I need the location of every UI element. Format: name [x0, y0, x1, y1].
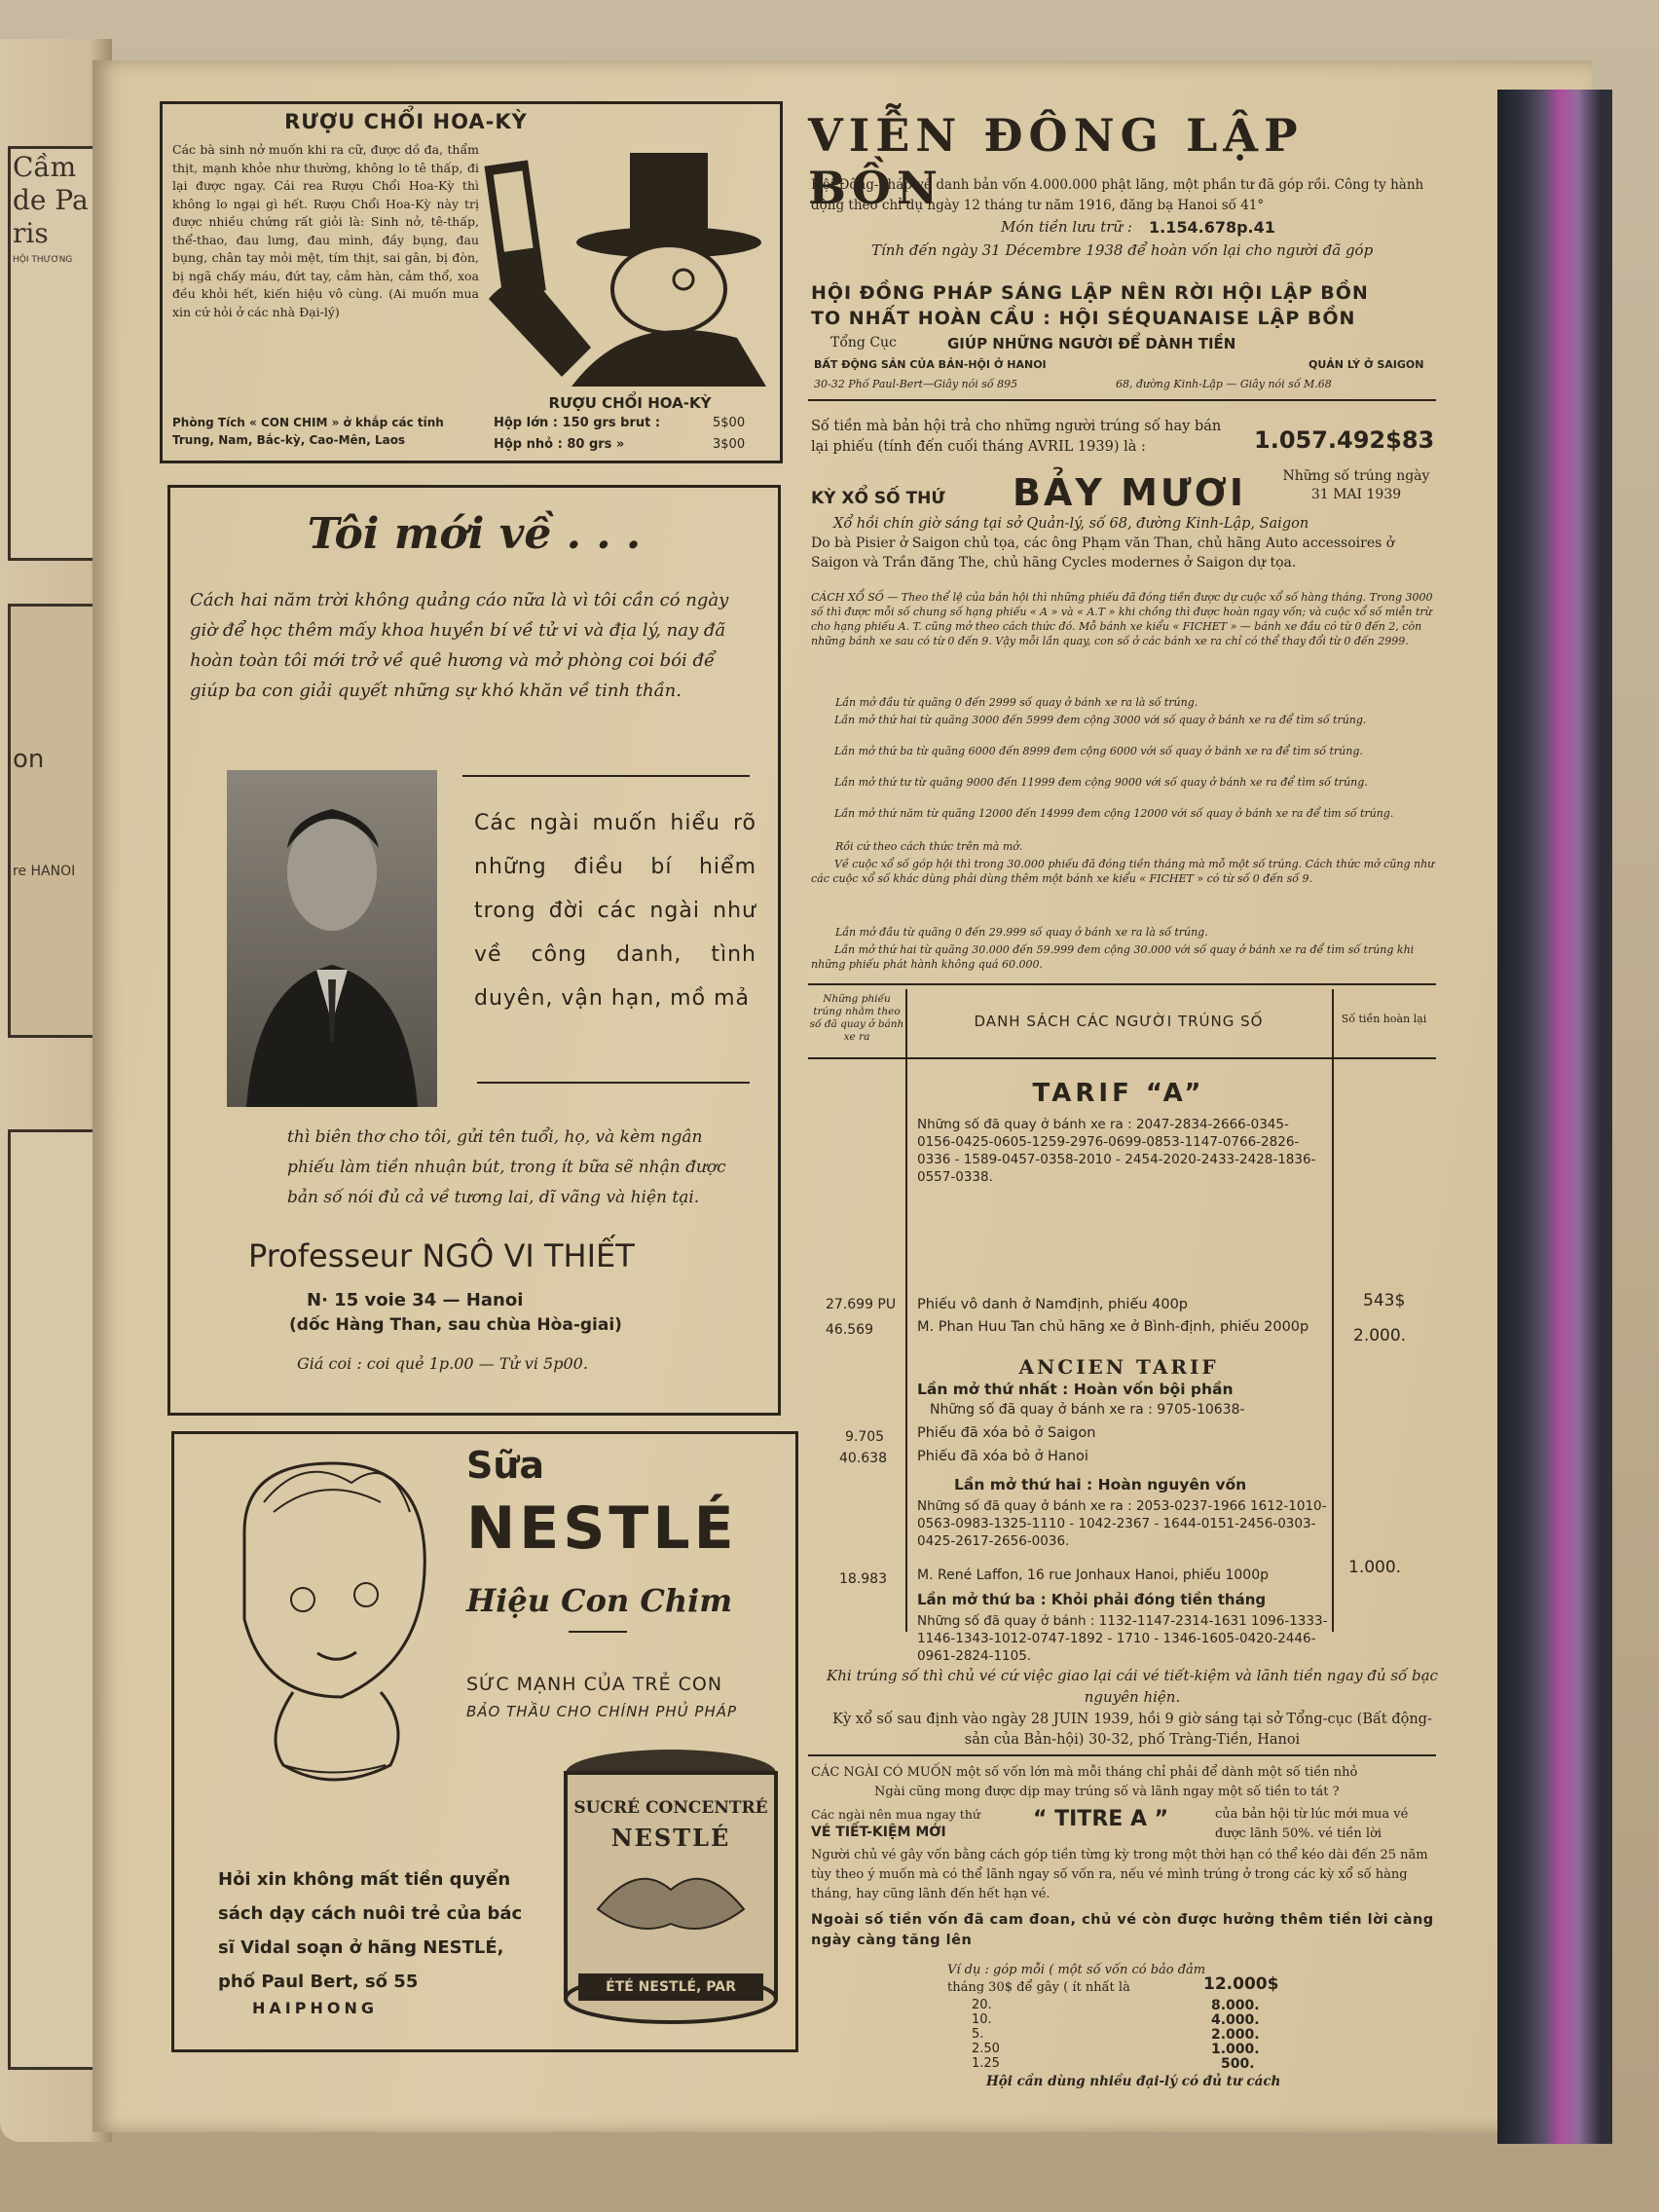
draw-rule-5: Lần mở thứ năm từ quãng 12000 đến 14999 đem cộng 12000 với số quay ở bánh xe ra để tìm số trúng. [834, 807, 1394, 820]
winner-ticket: 18.983 [839, 1571, 887, 1587]
can-label-1: SUCRÉ CONCENTRÉ [573, 1798, 768, 1818]
fortune-teller-ad [167, 485, 781, 1416]
ruou-ad [160, 101, 783, 463]
winner-ticket: 9.705 [845, 1429, 885, 1445]
child-drawing-illustration [186, 1444, 478, 1853]
payout-text: Số tiền mà bản hội trả cho những người trúng số hay bán lại phiếu (tính đến cuối tháng AVRIL 1939) là : [811, 419, 1222, 455]
fortune-bottom-text: thì biên thơ cho tôi, gửi tên tuổi, họ, và kèm ngân phiếu làm tiền nhuận bút, trong ít bữa sẽ nhận được bản số nói đủ cả về tương lai, dĩ vãng và hiện tại. [287, 1127, 726, 1207]
winner-amount: 1.000. [1348, 1558, 1402, 1577]
savings-slogan: GIÚP NHỮNG NGƯỜI ĐỂ DÀNH TIỀN [947, 335, 1236, 352]
example-monthly: tháng 30$ để gây ( ít nhất là [947, 1980, 1130, 1995]
example-row [972, 2012, 1264, 2027]
divider [569, 1631, 627, 1633]
ruou-footer: Phòng Tích « CON CHIM » ở khắp các tỉnh Trung, Nam, Bắc-kỳ, Cao-Mên, Laos [172, 416, 444, 447]
divider [808, 983, 1436, 985]
winner-name: Phiếu đã xóa bỏ ở Hanoi [917, 1449, 1088, 1464]
right-column [796, 97, 1439, 2089]
left-ad-word: on [13, 745, 45, 774]
sequanaise-line1: HỘI ĐỒNG PHÁP SÁNG LẬP NÊN RỜI HỘI LẬP BỒN [811, 282, 1369, 304]
savings-explanation: Người chủ vé gây vốn bằng cách góp tiền từng kỳ trong một thời hạn có thể kéo dài đến 25 năm tùy theo ý muốn mà có thể lãnh ngay số vốn ra, nếu vé mình trúng ở trong các kỳ xổ số hàng tháng, hay cũng lãnh đến hết hạn vé. [811, 1848, 1428, 1901]
extra-interest: Ngoài số tiền vốn đã cam đoan, chủ vé còn được hưởng thêm tiền lời càng ngày càng tăng lên [811, 1912, 1434, 1948]
draw-round-2-numbers: Những số đã quay ở bánh xe ra : 2053-0237-1966 1612-1010-0563-0983-1325-1110 - 1042-2367 - 1644-0151-2456-0303-0425-2617-2656-0036. [917, 1498, 1327, 1549]
example-row [972, 2027, 1264, 2042]
buy-prompt: Các ngài nên mua ngay thứ [811, 1807, 980, 1822]
draw-round-1: Lần mở thứ nhất : Hoàn vốn bội phần [917, 1381, 1234, 1398]
sequanaise-line2: TO NHẤT HOÀN CẦU : HỘI SÉQUANAISE LẬP BỒN [811, 308, 1356, 329]
example-capital: 2.000. [1211, 2027, 1260, 2043]
tarif-a-heading: TARIF “A” [1032, 1079, 1205, 1108]
draw-round-3: Lần mở thứ ba : Khỏi phải đóng tiền tháng [917, 1591, 1267, 1608]
fortune-intro: Cách hai năm trời không quảng cáo nữa là vì tôi cần có ngày giờ để học thêm mấy khoa huyền bí về tử vi và địa lý, nay đã hoàn toàn tôi mới trở về quê hương và mở phòng coi bói để giúp ba con giải quyết những sự khó khăn về tinh thần. [190, 590, 729, 701]
col-header-winners: DANH SÁCH CÁC NGƯỜI TRÚNG SỐ [974, 1013, 1264, 1030]
saigon-address: 68, đường Kinh-Lập — Giây nói số M.68 [1116, 378, 1332, 390]
winner-name: Phiếu vô danh ở Namđịnh, phiếu 400p [917, 1297, 1189, 1312]
can-label-2: NESTLÉ [610, 1824, 731, 1852]
draw-rule-4: Lần mở thứ tư từ quãng 9000 đến 11999 đem cộng 9000 với số quay ở bánh xe ra để tìm số trúng. [834, 776, 1368, 789]
nestle-strength: SỨC MẠNH CỦA TRẺ CON [466, 1674, 723, 1695]
example-table [972, 1998, 1264, 2071]
savings-pitch-2: Ngài cũng mong được dịp may trúng số và lãnh ngay một số tiền to tát ? [874, 1785, 1340, 1799]
draw-round-3-numbers: Những số đã quay ở bánh : 1132-1147-2314-1631 1096-1333-1146-1343-1012-0747-1892 - 1710 - 1346-1605-0420-2446-0961-2824-1105. [917, 1613, 1328, 1664]
winners-table [808, 989, 1436, 1710]
reserve-date-note: Tính đến ngày 31 Décembre 1938 để hoàn vốn lại cho người đã góp [871, 241, 1374, 259]
example-capital: 4.000. [1211, 2012, 1260, 2028]
left-ad-fragment-3 [8, 1129, 104, 2070]
claim-instructions: Khi trúng số thì chủ vé cứ việc giao lại cái vé tiết-kiệm và lãnh tiền ngay đủ số bạc nguyên hiện. [827, 1667, 1438, 1706]
ruou-subtitle: RƯỢU CHỔI HOA-KỲ [548, 394, 712, 412]
left-ad-text: HỘI THƯƠNG [13, 255, 73, 265]
example-capital: 8.000. [1211, 1998, 1260, 2013]
book-binding [1497, 90, 1612, 2144]
hanoi-office-label: BẤT ĐỘNG SẢN CỦA BẢN-HỘI Ở HANOI [814, 358, 1047, 371]
draw-rule-7: Về cuộc xổ số góp hội thì trong 30.000 phiếu đã đóng tiền tháng mà mỗ một số trúng. Cách thức mở cũng như các cuộc xổ số khác dùng phải dùng thêm một bánh xe kiểu « FICHET » có từ số 0 đến số 9. [811, 858, 1435, 885]
divider [477, 1082, 750, 1084]
winner-name: M. René Laffon, 16 rue Jonhaux Hanoi, phiếu 1000p [917, 1567, 1270, 1583]
titre-a: “ TITRE A ” [1033, 1807, 1169, 1831]
professor-portrait-photo [227, 770, 437, 1107]
nestle-city: HAIPHONG [252, 1999, 378, 2017]
vien-dong-capital: Hội Đông-Pháp về danh bản vốn 4.000.000 phật lăng, một phần tư đã góp rồi. Công ty hành động theo chỉ dụ ngày 12 tháng tư năm 1916, đăng bạ Hanoi số 41° [811, 177, 1424, 213]
example-row [972, 1998, 1264, 2012]
nestle-sua: Sữa [466, 1444, 545, 1487]
professor-address: N· 15 voie 34 — Hanoi [307, 1290, 524, 1310]
divider [808, 1754, 1436, 1756]
divider [462, 775, 750, 777]
savings-pitch: CÁC NGÀI CÓ MUỐN một số vốn lớn mà mỗi tháng chỉ phải để dành một số tiền nhỏ [811, 1765, 1358, 1780]
example-capital: 500. [1221, 2056, 1255, 2072]
fortune-price: Giá coi : coi quẻ 1p.00 — Tử vi 5p00. [297, 1354, 588, 1373]
example-contribution: 5. [972, 2027, 984, 2042]
professor-name: Professeur NGÔ VI THIẾT [248, 1237, 635, 1274]
example-contribution: 10. [972, 2012, 992, 2027]
interest-note: của bản hội từ lúc mới mua vé được lãnh 50%. vé tiền lời [1215, 1807, 1409, 1841]
example-row [972, 2042, 1264, 2056]
ruou-title: RƯỢU CHỔI HOA-KỲ [284, 110, 528, 133]
column-divider [1332, 989, 1334, 1632]
example-contribution: 20. [972, 1998, 992, 2012]
col-header-amount: Số tiền hoàn lại [1341, 1013, 1427, 1025]
winner-ticket: 27.699 PU [826, 1297, 897, 1312]
draw-rule-2: Lần mở thứ hai từ quãng 3000 đến 5999 đem cộng 3000 với số quay ở bánh xe ra để tìm số trúng. [834, 714, 1367, 726]
reserve-label: Món tiền lưu trữ : [1001, 218, 1132, 236]
nestle-guarantee: BẢO THẦU CHO CHÍNH PHỦ PHÁP [466, 1703, 738, 1720]
winner-name: M. Phan Huu Tan chủ hãng xe ở Bình-định, phiếu 2000p [917, 1319, 1309, 1335]
col-header-tickets: Những phiếu trúng nhằm theo số đã quay ở bánh xe ra [809, 993, 904, 1043]
draw-round-2: Lần mở thứ hai : Hoàn nguyên vốn [954, 1476, 1247, 1493]
left-ad-title: Cầm de Paris [13, 151, 89, 249]
tarif-a-numbers: Những số đã quay ở bánh xe ra : 2047-2834-2666-0345-0156-0425-0605-1259-2976-0699-0853-1147-0766-2826-0336 - 1589-0457-0358-2010 - 2454-2020-2433-2428-1836-0557-0338. [917, 1117, 1316, 1185]
left-ad-city: re HANOI [13, 864, 76, 879]
example-first-amount: 12.000$ [1203, 1974, 1279, 1994]
draw-label: KỲ XỔ SỐ THỨ [811, 489, 945, 508]
divider [808, 399, 1436, 401]
winner-name: Phiếu đã xóa bỏ ở Saigon [917, 1425, 1096, 1441]
draw-rule-9: Lần mở thứ hai từ quãng 30.000 đến 59.999 đem cộng 30.000 với số quay ở bánh xe ra để tìm số trúng khi những phiếu phát hành không quá 60.000. [811, 943, 1415, 971]
vien-dong-title: VIỄN ĐÔNG LẬP BỒN [808, 109, 1304, 214]
nestle-hieu: Hiệu Con Chim [466, 1582, 733, 1619]
winner-amount: 543$ [1363, 1291, 1406, 1310]
example-label: Ví dụ : góp mỗi ( một số vốn có bảo đảm [947, 1963, 1206, 1977]
ruou-price1-label: Hộp lớn : 150 grs brut : [494, 416, 661, 430]
draw-date: Những số trúng ngày 31 MAI 1939 [1282, 468, 1430, 502]
nestle-ad [171, 1431, 798, 2052]
professor-address2: (dốc Hàng Than, sau chùa Hòa-giai) [289, 1315, 622, 1335]
left-ad-fragment-1 [8, 146, 104, 561]
ruou-price2: 3$00 [713, 437, 746, 452]
example-contribution: 2.50 [972, 2042, 1000, 2056]
top-hat-man-illustration [484, 143, 776, 387]
example-capital: 1.000. [1211, 2042, 1260, 2057]
ruou-body: Các bà sinh nở muốn khi ra cữ, được dồ đa, thẩm thịt, mạnh khỏe như thường, không lo tê thấp, đi lại được ngay. Cái rea Rượu Chổi Hoa-Kỳ thì không lo ngại gì hết. Rượu Chổi Hoa-Kỳ này trị được nhiều chứng rất giỏi là: Sinh nở, tê-thấp, thể-thao, đau lưng, đau mình, đầy bụng, đau bụng, chân tay mỏi mệt, tím thịt, sai gân, bị đòn, bị ngã chấy máu, đứt tay, cảm hàn, cảm thổ, xoa đều khỏi hết, kiến hiệu vô cùng. (Ai muốn mua xin cứ hỏi ở các nhà Đại-lý) [172, 142, 479, 319]
draw-method: CÁCH XỔ SỐ — Theo thể lệ của bản hội thì những phiếu đã đóng tiền được dự cuộc xổ số hàng tháng. Trong 3000 số thì được mỗi số chung số hạng phiếu « A » và « A.T » khi chồng thì được hoàn ngay vốn; và cuộc xổ số miễn trừ cho hạng phiếu A. T. cũng mở theo cách thức đó. Mỗ bánh xe kiểu « FICHET » — bánh xe đầu có từ 0 đến 2, còn những bánh xe sau có từ 0 đến 9. Vậy mỗi lần quay, con số ở các bánh xe ra chỉ có thể thay đổi từ 0 đến 2999. [811, 591, 1433, 647]
fortune-right-text: Các ngài muốn hiểu rõ những điều bí hiểm trong đời các ngài như về công danh, tình duyên, vận hạn, mồ mả [474, 811, 756, 1011]
draw-rule-3: Lần mở thứ ba từ quãng 6000 đến 8999 đem cộng 6000 với số quay ở bánh xe ra để tìm số trúng. [834, 745, 1363, 757]
reserve-amount: 1.154.678p.41 [1149, 218, 1275, 237]
winner-amount: 2.000. [1353, 1326, 1407, 1346]
draw-rule-6: Rồi cứ theo cách thức trên mà mở. [835, 840, 1023, 853]
tong-cuc-label: Tổng Cục [830, 335, 897, 350]
nestle-brand: NESTLÉ [466, 1494, 738, 1563]
draw-location: Xổ hồi chín giờ sáng tại sở Quản-lý, số 68, đường Kinh-Lập, Saigon [833, 516, 1309, 532]
winner-ticket: 40.638 [839, 1451, 887, 1466]
draw-rule-1: Lần mở đầu từ quãng 0 đến 2999 số quay ở bánh xe ra là số trúng. [835, 696, 1198, 709]
example-row [972, 2056, 1264, 2071]
ruou-price1: 5$00 [713, 416, 746, 430]
winner-ticket: 46.569 [826, 1322, 873, 1338]
saigon-office-label: QUẢN LÝ Ở SAIGON [1309, 358, 1424, 371]
can-label-bottom: ÉTÉ NESTLÉ, PAR [606, 1979, 736, 1995]
ancien-tarif-heading: ANCIEN TARIF [1018, 1355, 1219, 1379]
draw-round-1-numbers: Những số đã quay ở bánh xe ra : 9705-10638- [930, 1402, 1245, 1418]
header-divider [808, 1057, 1436, 1059]
example-contribution: 1.25 [972, 2056, 1000, 2071]
payout-amount: 1.057.492$83 [1254, 426, 1435, 454]
nestle-ask: Hỏi xin không mất tiền quyển sách dạy cách nuôi trẻ của bác sĩ Vidal soạn ở hãng NESTLÉ, phố Paul Bert, số 55 [218, 1869, 523, 1992]
agents-wanted: Hội cần dùng nhiều đại-lý có đủ tư cách [986, 2074, 1281, 2089]
next-draw-info: Kỳ xổ số sau định vào ngày 28 JUIN 1939, hồi 9 giờ sáng tại sở Tổng-cục (Bất động-sản của Bản-hội) 30-32, phố Tràng-Tiền, Hanoi [832, 1712, 1432, 1748]
draw-number: BẢY MƯƠI [1013, 471, 1247, 514]
fortune-title: Tôi mới về . . . [307, 509, 642, 559]
ruou-price2-label: Hộp nhỏ : 80 grs » [494, 437, 625, 452]
draw-officials: Do bà Pisier ở Saigon chủ tọa, các ông Phạm văn Than, chủ hãng Auto accessoires ở Saigon và Trần đăng The, chủ hãng Cycles modernes ở Saigon dự tọa. [811, 535, 1395, 571]
draw-rule-8: Lần mở đầu từ quãng 0 đến 29.999 số quay ở bánh xe ra là số trúng. [835, 926, 1208, 939]
savings-ticket-label: VÉ TIẾT-KIỆM MỚI [811, 1825, 946, 1840]
left-ad-fragment-2 [8, 604, 104, 1038]
hanoi-address: 30-32 Phố Paul-Bert—Giây nói số 895 [814, 378, 1018, 390]
